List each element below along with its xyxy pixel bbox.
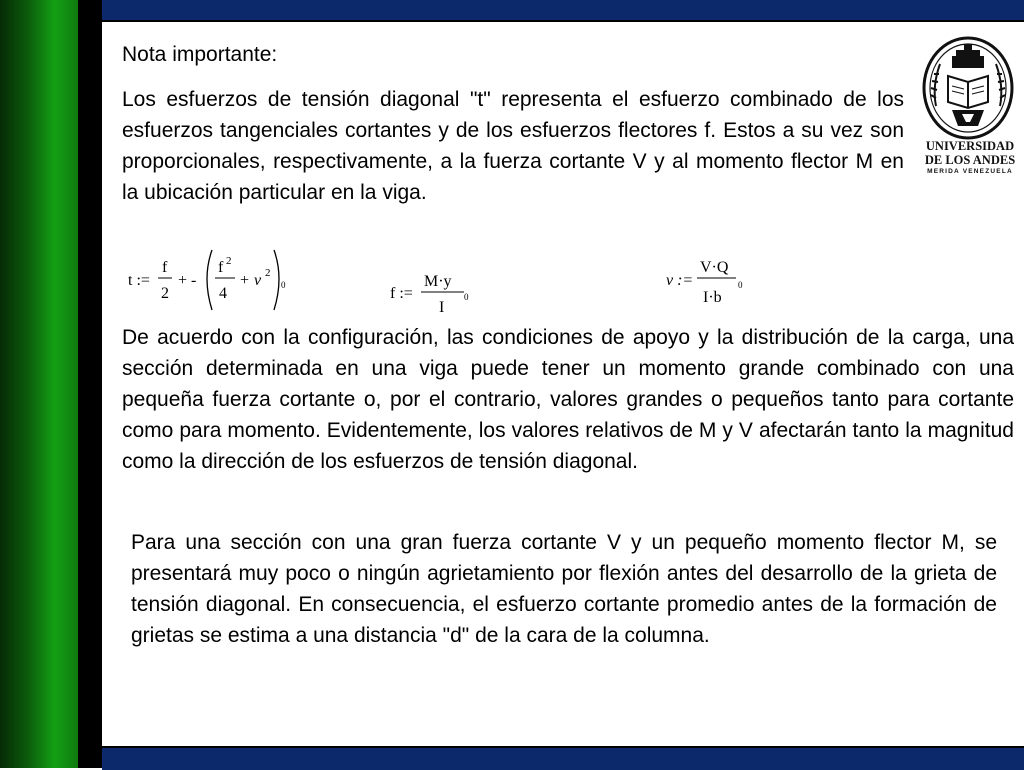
- logo-text-universidad: UNIVERSIDAD: [925, 139, 1015, 153]
- logo-text-merida-venezuela: MERIDA VENEZUELA: [927, 168, 1013, 175]
- left-green-stripe: [0, 0, 78, 768]
- formula-f-lhs: f :=: [390, 285, 413, 302]
- formula-t-small0: 0: [281, 280, 286, 290]
- formula-t-nu: ν: [254, 272, 262, 289]
- paren-right: [274, 250, 279, 310]
- formula-t-nu-exp: 2: [265, 267, 271, 279]
- formula-f: [390, 273, 469, 316]
- formula-t: [128, 250, 286, 310]
- formula-f-den: I: [439, 299, 445, 316]
- formulas-row: [118, 240, 898, 320]
- formula-v-lhs: ν :=: [666, 272, 694, 289]
- formula-f-small0: 0: [464, 292, 469, 302]
- formula-v-den: I·b: [703, 289, 722, 306]
- formula-t-f2-den: 4: [219, 285, 227, 302]
- formula-t-f-num: f: [162, 259, 168, 276]
- logo-text-de-los-andes: DE LOS ANDES: [924, 153, 1016, 167]
- formula-f-num: M·y: [424, 273, 452, 290]
- university-seal-icon: [918, 36, 1018, 140]
- formula-v-num: V·Q: [700, 259, 729, 276]
- formula-t-f2-exp: 2: [226, 255, 232, 267]
- formula-t-f2-num: f: [218, 259, 224, 276]
- note-title: Nota importante:: [122, 43, 278, 66]
- paragraph-large-shear: Para una sección con una gran fuerza cortante V y un pequeño momento flector M, se presentará muy poco o ningún agrietamiento por flexión antes del desarrollo de la grieta de tensión diagonal. En consecuencia, el esfuerzo cortante promedio antes de la formación de grietas se estima a una distancia "d" de la cara de la columna.: [131, 531, 997, 647]
- left-black-stripe: [78, 0, 102, 768]
- formula-t-plus-minus: + -: [178, 272, 197, 289]
- paren-left: [207, 250, 212, 310]
- paragraph-diagonal-tension: Los esfuerzos de tensión diagonal "t" representa el esfuerzo combinado de los esfuerzos tangenciales cortantes y de los esfuerzos flectores f. Estos a su vez son proporcionales, respectivamente, a la fuerza cortante V y al momento flector M en la ubicación particular en la viga.: [122, 88, 904, 204]
- formulas-svg: [118, 240, 898, 320]
- formula-v-small0: 0: [738, 280, 743, 290]
- top-blue-band: [102, 0, 1024, 22]
- formula-t-plus: +: [240, 272, 250, 289]
- bottom-blue-band: [102, 746, 1024, 770]
- formula-t-f-den: 2: [161, 285, 169, 302]
- formula-v: [666, 259, 743, 306]
- formula-t-lhs: t :=: [128, 272, 150, 289]
- paragraph-configuration: De acuerdo con la configuración, las condiciones de apoyo y la distribución de la carga, una sección determinada en una viga puede tener un momento grande combinado con una pequeña fuerza cortante o, por el contrario, valores grandes o pequeños tanto para cortante como para momento. Evidentemente, los valores relativos de M y V afectarán tanto la magnitud como la dirección de los esfuerzos de tensión diagonal.: [122, 326, 1014, 473]
